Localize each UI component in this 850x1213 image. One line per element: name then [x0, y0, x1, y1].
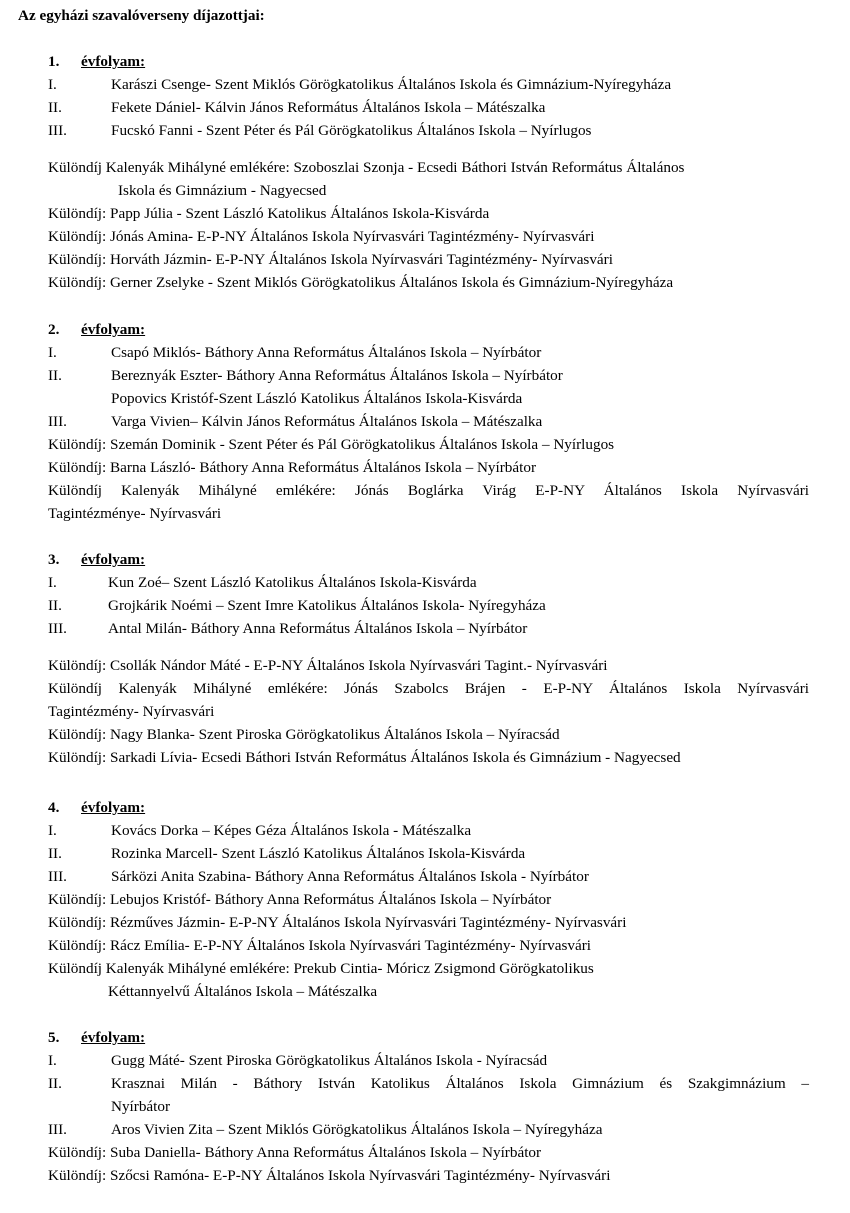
special-award-entry: Különdíj: Nagy Blanka- Szent Piroska Görögkatolikus Általános Iskola – Nyíracsád — [48, 726, 560, 743]
special-award-row — [0, 156, 850, 179]
section-heading — [0, 1026, 850, 1049]
section-label: évfolyam: — [81, 53, 146, 70]
rank-label: II. — [48, 99, 62, 116]
section-grade-5 — [0, 1026, 850, 1187]
award-entry: Aros Vivien Zita – Szent Miklós Görögkatolikus Általános Iskola – Nyíregyháza — [111, 1121, 603, 1138]
section-number: 3. — [48, 551, 60, 568]
award-row-first — [0, 1049, 850, 1072]
special-award-row — [0, 677, 850, 700]
award-entry: Fekete Dániel- Kálvin János Református Általános Iskola – Mátészalka — [111, 99, 546, 116]
section-grade-3 — [0, 548, 850, 769]
award-row-second — [0, 364, 850, 387]
section-label: évfolyam: — [81, 321, 146, 338]
special-award-row — [0, 934, 850, 957]
rank-label: III. — [48, 868, 67, 885]
section-number: 5. — [48, 1029, 60, 1046]
rank-label: II. — [48, 597, 62, 614]
special-award-entry: Különdíj: Horváth Jázmin- E-P-NY Általános Iskola Nyírvasvári Tagintézmény- Nyírvasvári — [48, 251, 613, 268]
special-award-row — [0, 225, 850, 248]
special-award-entry: Különdíj Kalenyák Mihályné emlékére: Prekub Cintia- Móricz Zsigmond Görögkatolikus — [48, 960, 594, 977]
special-award-row — [0, 271, 850, 294]
rank-label: II. — [48, 1075, 62, 1092]
award-entry: Sárközi Anita Szabina- Báthory Anna Református Általános Iskola - Nyírbátor — [111, 868, 589, 885]
rank-label: II. — [48, 845, 62, 862]
special-award-entry: Különdíj: Gerner Zselyke - Szent Miklós Görögkatolikus Általános Iskola és Gimnázium-Nyíregyháza — [48, 274, 674, 291]
section-heading — [0, 318, 850, 341]
award-entry: Popovics Kristóf-Szent László Katolikus Általános Iskola-Kisvárda — [111, 390, 523, 407]
section-grade-1 — [0, 50, 850, 294]
special-award-entry: Különdíj: Papp Júlia - Szent László Katolikus Általános Iskola-Kisvárda — [48, 205, 490, 222]
special-award-entry: Különdíj: Szemán Dominik - Szent Péter és Pál Görögkatolikus Általános Iskola – Nyírlugos — [48, 436, 615, 453]
award-entry: Kun Zoé– Szent László Katolikus Általános Iskola-Kisvárda — [108, 574, 477, 591]
rank-label: I. — [48, 76, 57, 93]
award-entry: Karászi Csenge- Szent Miklós Görögkatolikus Általános Iskola és Gimnázium-Nyíregyháza — [111, 76, 672, 93]
special-award-row — [0, 957, 850, 980]
special-award-entry: Különdíj: Suba Daniella- Báthory Anna Református Általános Iskola – Nyírbátor — [48, 1144, 542, 1161]
award-row-third — [0, 865, 850, 888]
special-award-row — [0, 1164, 850, 1187]
award-entry: Krasznai Milán - Báthory István Katolikus Általános Iskola Gimnázium és Szakgimnázium – — [111, 1075, 809, 1092]
rank-label: II. — [48, 367, 62, 384]
award-entry: Grojkárik Noémi – Szent Imre Katolikus Általános Iskola- Nyíregyháza — [108, 597, 546, 614]
section-heading — [0, 796, 850, 819]
special-award-row — [0, 248, 850, 271]
award-entry: Antal Milán- Báthory Anna Református Általános Iskola – Nyírbátor — [108, 620, 528, 637]
special-award-entry: Különdíj Kalenyák Mihályné emlékére: Jónás Szabolcs Brájen - E-P-NY Általános Iskola Nyírvasvári — [48, 680, 809, 697]
award-row-second — [0, 96, 850, 119]
rank-label: I. — [48, 574, 57, 591]
award-entry: Varga Vivien– Kálvin János Református Általános Iskola – Mátészalka — [111, 413, 543, 430]
special-award-entry: Különdíj Kalenyák Mihályné emlékére: Jónás Boglárka Virág E-P-NY Általános Iskola Nyírvasvári — [48, 482, 809, 499]
award-row-second-shared — [0, 387, 850, 410]
special-award-entry: Különdíj: Lebujos Kristóf- Báthory Anna Református Általános Iskola – Nyírbátor — [48, 891, 552, 908]
special-award-row — [0, 479, 850, 502]
section-grade-2 — [0, 318, 850, 525]
section-heading — [0, 50, 850, 73]
rank-label: I. — [48, 1052, 57, 1069]
special-award-entry: Különdíj: Szőcsi Ramóna- E-P-NY Általános Iskola Nyírvasvári Tagintézmény- Nyírvasvári — [48, 1167, 611, 1184]
section-number: 1. — [48, 53, 60, 70]
special-award-entry: Iskola és Gimnázium - Nagyecsed — [118, 182, 327, 199]
award-row-first — [0, 341, 850, 364]
special-award-row — [0, 746, 850, 769]
award-entry: Rozinka Marcell- Szent László Katolikus Általános Iskola-Kisvárda — [111, 845, 526, 862]
award-row-second — [0, 842, 850, 865]
section-number: 2. — [48, 321, 60, 338]
section-label: évfolyam: — [81, 799, 146, 816]
award-row-third — [0, 410, 850, 433]
award-entry: Gugg Máté- Szent Piroska Görögkatolikus Általános Iskola - Nyíracsád — [111, 1052, 548, 1069]
special-award-row — [0, 654, 850, 677]
rank-label: III. — [48, 413, 67, 430]
award-row-first — [0, 819, 850, 842]
award-row-first — [0, 571, 850, 594]
special-award-row — [0, 723, 850, 746]
special-award-continuation — [0, 179, 850, 202]
special-award-row — [0, 456, 850, 479]
award-row-third — [0, 1118, 850, 1141]
rank-label: III. — [48, 1121, 67, 1138]
award-row-second-continuation — [0, 1095, 850, 1118]
special-award-entry: Tagintézménye- Nyírvasvári — [48, 505, 222, 522]
award-row-first — [0, 73, 850, 96]
award-row-second — [0, 1072, 850, 1095]
special-award-entry: Különdíj: Jónás Amina- E-P-NY Általános Iskola Nyírvasvári Tagintézmény- Nyírvasvári — [48, 228, 595, 245]
award-entry: Bereznyák Eszter- Báthory Anna Református Általános Iskola – Nyírbátor — [111, 367, 563, 384]
award-entry: Fucskó Fanni - Szent Péter és Pál Görögkatolikus Általános Iskola – Nyírlugos — [111, 122, 592, 139]
special-award-entry: Különdíj: Barna László- Báthory Anna Református Általános Iskola – Nyírbátor — [48, 459, 537, 476]
special-award-row — [0, 911, 850, 934]
document-title: Az egyházi szavalóverseny díjazottjai: — [18, 7, 265, 24]
special-award-entry: Különdíj Kalenyák Mihályné emlékére: Szoboszlai Szonja - Ecsedi Báthori István Református Általános — [48, 159, 685, 176]
special-award-entry: Különdíj: Csollák Nándor Máté - E-P-NY Általános Iskola Nyírvasvári Tagint.- Nyírvasvári — [48, 657, 608, 674]
special-award-row — [0, 202, 850, 225]
award-row-third — [0, 119, 850, 142]
special-award-entry: Kéttannyelvű Általános Iskola – Mátészalka — [108, 983, 378, 1000]
special-award-entry: Különdíj: Rácz Emília- E-P-NY Általános Iskola Nyírvasvári Tagintézmény- Nyírvasvári — [48, 937, 592, 954]
section-label: évfolyam: — [81, 551, 146, 568]
special-award-continuation — [0, 502, 850, 525]
section-label: évfolyam: — [81, 1029, 146, 1046]
rank-label: I. — [48, 344, 57, 361]
special-award-continuation — [0, 700, 850, 723]
special-award-continuation — [0, 980, 850, 1003]
rank-label: III. — [48, 122, 67, 139]
special-award-entry: Tagintézmény- Nyírvasvári — [48, 703, 215, 720]
award-entry: Nyírbátor — [111, 1098, 171, 1115]
section-grade-4 — [0, 796, 850, 1003]
award-row-second — [0, 594, 850, 617]
award-entry: Csapó Miklós- Báthory Anna Református Általános Iskola – Nyírbátor — [111, 344, 542, 361]
award-row-third — [0, 617, 850, 640]
special-award-row — [0, 433, 850, 456]
special-award-entry: Különdíj: Rézműves Jázmin- E-P-NY Általános Iskola Nyírvasvári Tagintézmény- Nyírvasvári — [48, 914, 627, 931]
rank-label: III. — [48, 620, 67, 637]
section-number: 4. — [48, 799, 60, 816]
rank-label: I. — [48, 822, 57, 839]
special-award-entry: Különdíj: Sarkadi Lívia- Ecsedi Báthori István Református Általános Iskola és Gimnázium - Nagyecsed — [48, 749, 681, 766]
special-award-row — [0, 1141, 850, 1164]
award-entry: Kovács Dorka – Képes Géza Általános Iskola - Mátészalka — [111, 822, 472, 839]
section-heading — [0, 548, 850, 571]
special-award-row — [0, 888, 850, 911]
